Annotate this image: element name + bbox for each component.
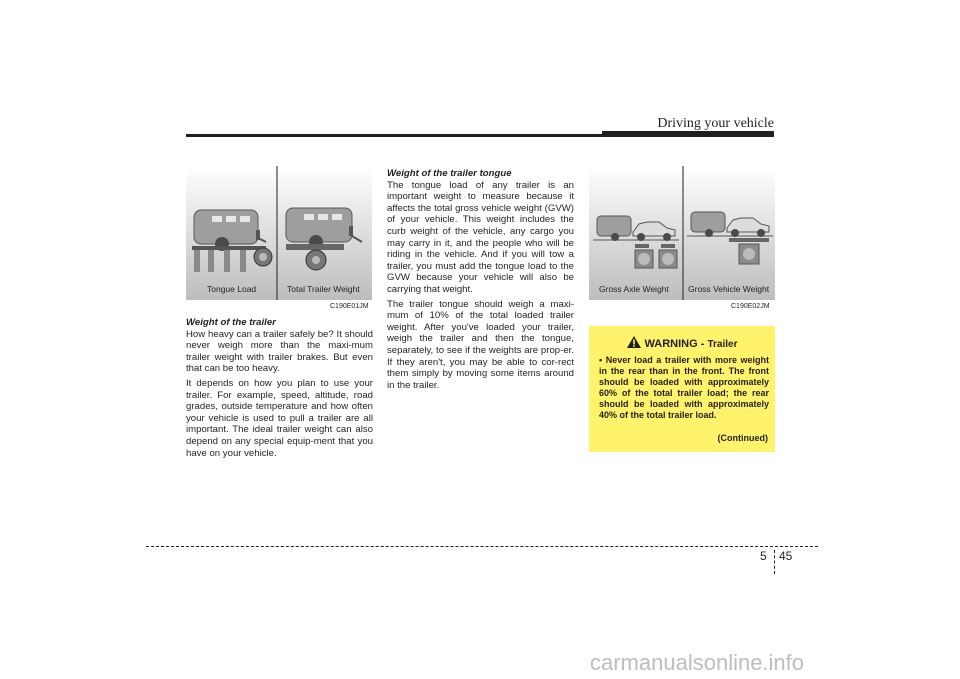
warning-title: WARNING -: [644, 338, 708, 350]
figure-trailer-weight: [186, 166, 372, 300]
section2-heading: Weight of the trailer tongue: [387, 168, 512, 179]
figure1-code: C190E01JM: [330, 303, 369, 310]
page-header-title: Driving your vehicle: [657, 116, 774, 131]
warning-heading: [589, 336, 775, 350]
page-number-divider: [774, 550, 775, 574]
axle-vehicle-weight-illustration: [589, 166, 775, 300]
section2-paragraph-2: The trailer tongue should weigh a maxi-mum of 10% of the total loaded trailer weight. After you've loaded your trailer, weigh the trailer and then the tongue, separately, to see if the weights are prop-er. If they aren't, you may be able to cor-rect them simply by moving some items around in the trailer.: [387, 298, 574, 391]
figure2-caption-gross-vehicle-weight: Gross Vehicle Weight: [688, 284, 770, 294]
figure1-caption-tongue-load: Tongue Load: [207, 284, 257, 294]
footer-dashed-rule: [146, 546, 818, 547]
warning-continued: (Continued): [717, 433, 768, 443]
section2-paragraph-1: The tongue load of any trailer is an important weight to measure because it affects the total gross vehicle weight (GVW) of your vehicle. This weight includes the curb weight of the vehicle, any cargo you may carry in it, and the people who will be riding in the vehicle. And if you will tow a trailer, you must add the tongue load to the GVW because your vehicle will also be carrying that weight.: [387, 179, 574, 295]
warning-bullet-text: Never load a trailer with more weight in the rear than in the front. The front should be loaded with approximately 60% of the total trailer load; the rear should be loaded with approximately 40% of the total trailer load.: [599, 355, 770, 420]
chapter-number: 5: [760, 549, 767, 563]
trailer-weight-illustration: [186, 166, 372, 300]
warning-box: [589, 326, 775, 452]
page-number: 45: [779, 549, 793, 563]
warning-triangle-icon: [627, 336, 641, 348]
figure2-code: C190E02JM: [731, 303, 770, 310]
section-weight-of-trailer-tongue: [387, 168, 574, 394]
section1-paragraph-1: How heavy can a trailer safely be? It should never weigh more than the maxi-mum trailer weight with trailer brakes. But even that can be too heavy.: [186, 328, 373, 375]
header-rule-accent: [602, 131, 774, 135]
section1-heading: Weight of the trailer: [186, 317, 276, 328]
figure1-caption-total-trailer-weight: Total Trailer Weight: [287, 284, 360, 294]
watermark-text: carmanualsonline.info: [590, 650, 805, 675]
warning-subject: Trailer: [707, 339, 738, 350]
figure-axle-vehicle-weight: [589, 166, 775, 300]
figure2-caption-gross-axle-weight: Gross Axle Weight: [599, 284, 669, 294]
bullet-dot-icon: •: [599, 355, 606, 365]
section-weight-of-trailer: [186, 317, 373, 462]
warning-bullet: [599, 355, 769, 421]
section1-paragraph-2: It depends on how you plan to use your trailer. For example, speed, altitude, road grades, outside temperature and how often your vehicle is used to pull a trailer are all important. The ideal trailer weight can also depend on any special equip-ment that you have on your vehicle.: [186, 377, 373, 459]
